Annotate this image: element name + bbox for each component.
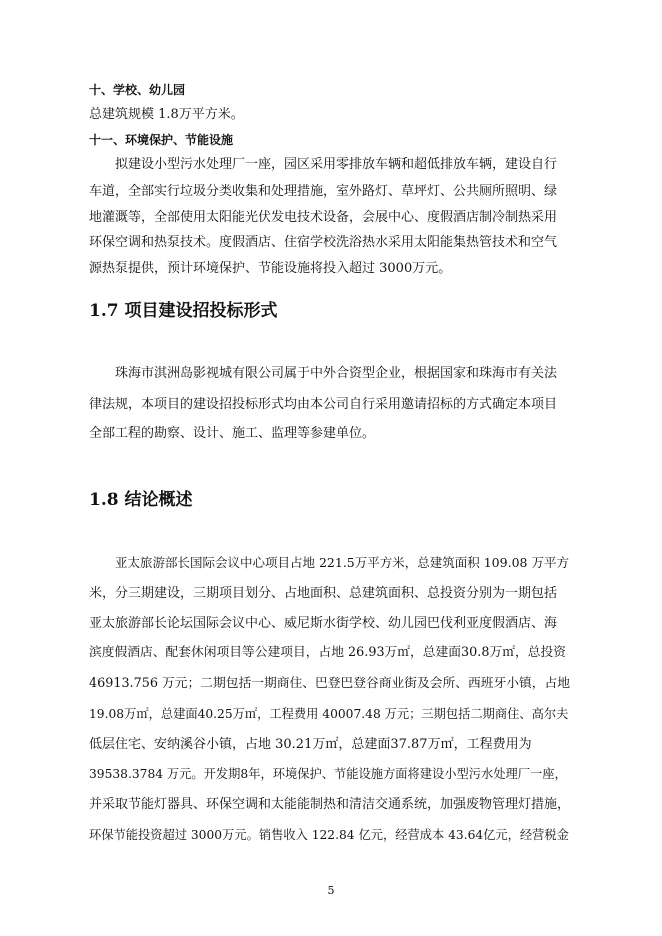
section-1-7-heading: 1.7 项目建设招投标形式	[89, 301, 278, 321]
paragraph-line: 并采取节能灯器具、环保空调和太能能制热和清洁交通系统，加强废物管理灯措施，	[89, 797, 571, 812]
paragraph-line: 19.08万㎡，总建面40.25万㎡，工程费用 40007.48 万元；三期包括二期商住、高尔夫	[89, 707, 569, 721]
section-1-8-heading: 1.8 结论概述	[89, 490, 193, 510]
paragraph-line: 拟建设小型污水处理厂一座，园区采用零排放车辆和超低排放车辆，建设自行	[115, 157, 558, 172]
paragraph-line: 珠海市淇洲岛影视城有限公司属于中外合资型企业，根据国家和珠海市有关法	[115, 366, 558, 381]
section-10-heading: 十、学校、幼儿园	[89, 83, 186, 97]
paragraph-line: 米，分三期建设，三期项目划分、占地面积、总建筑面积、总投资分别为一期包括	[89, 586, 558, 601]
paragraph-line: 亚太旅游部长论坛国际会议中心、威尼斯水街学校、幼儿园巴伐利亚度假酒店、海	[89, 616, 558, 631]
paragraph-line: 46913.756 万元；二期包括一期商住、巴登巴登谷商业街及会所、西班牙小镇，占地	[89, 676, 570, 691]
paragraph-line: 环保空调和热泵技术。度假酒店、住宿学校洗浴热水采用太阳能集热管技术和空气	[89, 235, 558, 250]
paragraph-line: 地灌溉等，全部使用太阳能光伏发电技术设备，会展中心、度假酒店制冷制热采用	[89, 210, 558, 225]
paragraph-line: 滨度假酒店、配套休闲项目等公建项目，占地 26.93万㎡，总建面30.8万㎡，总投资	[89, 645, 566, 660]
page-number: 5	[327, 884, 335, 897]
paragraph-line: 全部工程的勘察、设计、施工、监理等参建单位。	[89, 426, 376, 441]
paragraph-line: 源热泵提供，预计环境保护、节能设施将投入超过 3000万元。	[89, 261, 452, 276]
paragraph-line: 亚太旅游部长国际会议中心项目占地 221.5万平方米，总建筑面积 109.08 万平方	[115, 555, 569, 570]
paragraph-line: 39538.3784 万元。开发期8年，环境保护、节能设施方面将建设小型污水处理厂一座，	[89, 767, 567, 781]
paragraph-line: 律法规，本项目的建设招投标形式均由本公司自行采用邀请招标的方式确定本项目	[89, 397, 558, 412]
paragraph-line: 环保节能投资超过 3000万元。销售收入 122.84 亿元，经营成本 43.64亿元，经营税金	[89, 828, 569, 842]
paragraph-line: 车道，全部实行垃圾分类收集和处理措施，室外路灯、草坪灯、公共厕所照明、绿	[89, 184, 558, 199]
paragraph-line: 低层住宅、安纳溪谷小镇，占地 30.21万㎡，总建面37.87万㎡，工程费用为	[89, 737, 532, 752]
section-11-heading: 十一、环境保护、节能设施	[89, 133, 234, 147]
section-10-body: 总建筑规模 1.8万平方米。	[89, 107, 244, 122]
